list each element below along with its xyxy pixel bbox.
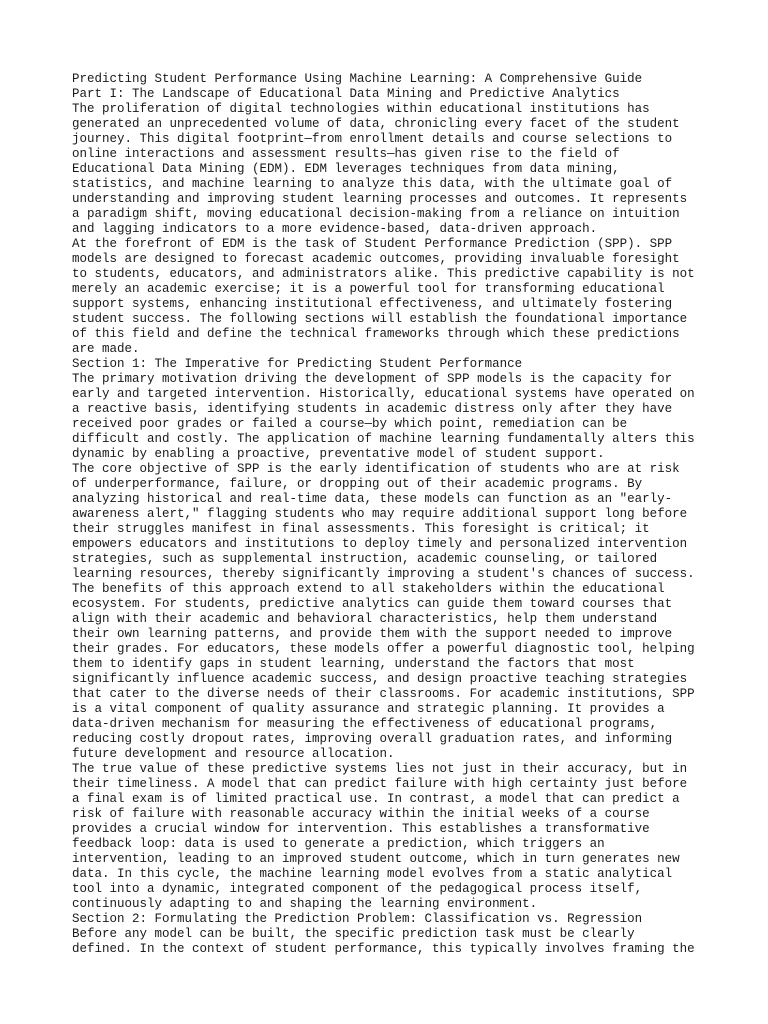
text-line: to students, educators, and administrators alike. This predictive capability is not bbox=[72, 267, 695, 281]
text-line: data. In this cycle, the machine learning model evolves from a static analytical bbox=[72, 867, 673, 881]
intro-paragraph-2 bbox=[72, 237, 702, 357]
text-line: significantly influence academic success, and design proactive teaching strategies bbox=[72, 672, 688, 686]
text-line: dynamic by enabling a proactive, preventative model of student support. bbox=[72, 447, 605, 461]
text-line: merely an academic exercise; it is a powerful tool for transforming educational bbox=[72, 282, 665, 296]
section-1-heading: Section 1: The Imperative for Predicting Student Performance bbox=[72, 357, 523, 371]
text-line: empowers educators and institutions to deploy timely and personalized intervention bbox=[72, 537, 688, 551]
text-line: of underperformance, failure, or dropping out of their academic programs. By bbox=[72, 477, 643, 491]
text-line: statistics, and machine learning to analyze this data, with the ultimate goal of bbox=[72, 177, 673, 191]
text-line: models are designed to forecast academic outcomes, providing invaluable foresight bbox=[72, 252, 680, 266]
text-line: their grades. For educators, these models offer a powerful diagnostic tool, helping bbox=[72, 642, 695, 656]
document-page bbox=[72, 72, 702, 957]
text-line: provides a crucial window for intervention. This establishes a transformative bbox=[72, 822, 650, 836]
text-line: a paradigm shift, moving educational decision-making from a reliance on intuition bbox=[72, 207, 680, 221]
part-heading: Part I: The Landscape of Educational Data Mining and Predictive Analytics bbox=[72, 87, 620, 101]
text-line: of this field and define the technical frameworks through which these predictions bbox=[72, 327, 680, 341]
text-line: their own learning patterns, and provide them with the support needed to improve bbox=[72, 627, 673, 641]
text-line: ecosystem. For students, predictive analytics can guide them toward courses that bbox=[72, 597, 673, 611]
text-line: Before any model can be built, the specific prediction task must be clearly bbox=[72, 927, 635, 941]
text-line: At the forefront of EDM is the task of Student Performance Prediction (SPP). SPP bbox=[72, 237, 673, 251]
text-line: generated an unprecedented volume of data, chronicling every facet of the student bbox=[72, 117, 680, 131]
text-line: reducing costly dropout rates, improving overall graduation rates, and informing bbox=[72, 732, 673, 746]
text-line: The benefits of this approach extend to all stakeholders within the educational bbox=[72, 582, 665, 596]
text-line: a reactive basis, identifying students in academic distress only after they have bbox=[72, 402, 673, 416]
text-line: support systems, enhancing institutional effectiveness, and ultimately fostering bbox=[72, 297, 673, 311]
text-line: journey. This digital footprint—from enrollment details and course selections to bbox=[72, 132, 673, 146]
section-1-paragraph-3 bbox=[72, 582, 702, 762]
text-line: awareness alert," flagging students who may require additional support long before bbox=[72, 507, 688, 521]
text-line: intervention, leading to an improved student outcome, which in turn generates new bbox=[72, 852, 680, 866]
text-line: difficult and costly. The application of machine learning fundamentally alters this bbox=[72, 432, 695, 446]
text-line: early and targeted intervention. Historically, educational systems have operated on bbox=[72, 387, 695, 401]
text-line: The core objective of SPP is the early identification of students who are at risk bbox=[72, 462, 680, 476]
text-line: understanding and improving student learning processes and outcomes. It represents bbox=[72, 192, 688, 206]
text-line: risk of failure with reasonable accuracy within the initial weeks of a course bbox=[72, 807, 650, 821]
text-line: strategies, such as supplemental instruction, academic counseling, or tailored bbox=[72, 552, 658, 566]
document-title: Predicting Student Performance Using Machine Learning: A Comprehensive Guide bbox=[72, 72, 643, 86]
text-line: align with their academic and behavioral characteristics, help them understand bbox=[72, 612, 658, 626]
text-line: are made. bbox=[72, 342, 140, 356]
text-line: a final exam is of limited practical use. In contrast, a model that can predict a bbox=[72, 792, 680, 806]
text-line: their timeliness. A model that can predict failure with high certainty just before bbox=[72, 777, 688, 791]
text-line: The proliferation of digital technologies within educational institutions has bbox=[72, 102, 650, 116]
text-line: Educational Data Mining (EDM). EDM leverages techniques from data mining, bbox=[72, 162, 620, 176]
section-2-paragraph-1 bbox=[72, 927, 702, 957]
text-line: future development and resource allocation. bbox=[72, 747, 395, 761]
intro-paragraph-1 bbox=[72, 102, 702, 237]
text-line: analyzing historical and real-time data, these models can function as an "early- bbox=[72, 492, 673, 506]
text-line: and lagging indicators to a more evidence-based, data-driven approach. bbox=[72, 222, 598, 236]
section-1-paragraph-4 bbox=[72, 762, 702, 912]
section-1-paragraph-2 bbox=[72, 462, 702, 582]
text-line: data-driven mechanism for measuring the effectiveness of educational programs, bbox=[72, 717, 658, 731]
text-line: their struggles manifest in final assessments. This foresight is critical; it bbox=[72, 522, 650, 536]
text-line: feedback loop: data is used to generate a prediction, which triggers an bbox=[72, 837, 605, 851]
text-line: that cater to the diverse needs of their classrooms. For academic institutions, SPP bbox=[72, 687, 695, 701]
text-line: continuously adapting to and shaping the learning environment. bbox=[72, 897, 538, 911]
text-line: received poor grades or failed a course—by which point, remediation can be bbox=[72, 417, 628, 431]
text-line: student success. The following sections will establish the foundational importance bbox=[72, 312, 688, 326]
section-2-heading: Section 2: Formulating the Prediction Problem: Classification vs. Regression bbox=[72, 912, 643, 926]
text-line: tool into a dynamic, integrated component of the pedagogical process itself, bbox=[72, 882, 643, 896]
text-line: learning resources, thereby significantly improving a student's chances of success. bbox=[72, 567, 695, 581]
text-line: defined. In the context of student performance, this typically involves framing the bbox=[72, 942, 695, 956]
section-1-paragraph-1 bbox=[72, 372, 702, 462]
text-line: is a vital component of quality assurance and strategic planning. It provides a bbox=[72, 702, 665, 716]
text-line: them to identify gaps in student learning, understand the factors that most bbox=[72, 657, 635, 671]
text-line: The primary motivation driving the development of SPP models is the capacity for bbox=[72, 372, 673, 386]
text-line: online interactions and assessment results—has given rise to the field of bbox=[72, 147, 620, 161]
text-line: The true value of these predictive systems lies not just in their accuracy, but in bbox=[72, 762, 688, 776]
